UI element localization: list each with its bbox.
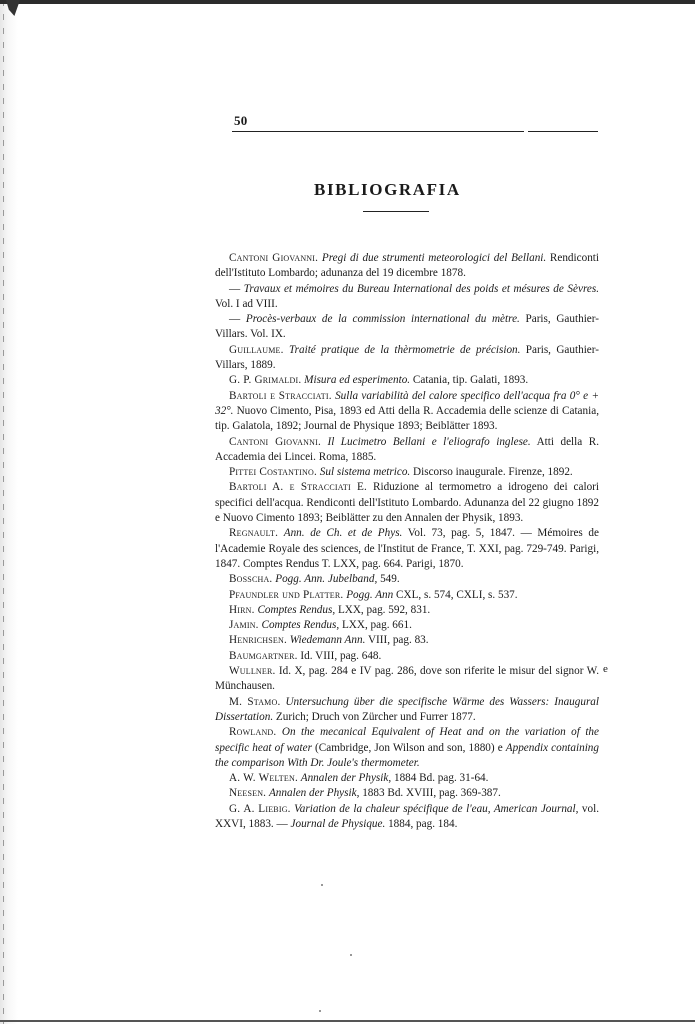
entry-work: Procès-verbaux de la commission international du mètre.	[245, 313, 520, 326]
bibliography-entry	[215, 649, 599, 664]
entry-details: Vol. I ad VIII.	[215, 297, 278, 310]
bibliography-entry	[215, 480, 599, 526]
entry-author: Cantoni Giovanni.	[229, 435, 321, 448]
entry-details: Id. VIII, pag. 648.	[297, 649, 382, 662]
entry-details: Paris, Gauthier-Villars, 1889.	[215, 343, 599, 372]
entry-author: Hirn.	[229, 603, 255, 616]
entry-work: Annalen der Physik,	[268, 787, 360, 800]
bibliography-entry	[215, 282, 599, 313]
entry-details: Rendiconti dell'Istituto Lombardo; adunanza del 19 dicembre 1878.	[215, 252, 600, 280]
scan-top-border	[0, 0, 695, 4]
bibliography-entry	[215, 251, 599, 282]
entry-work: Pregi di due strumenti meteorologici del Bellani.	[321, 252, 547, 264]
entry-work: Traité pratique de la thèrmometrie de précision.	[289, 343, 521, 356]
bibliography-entry	[215, 465, 599, 480]
bibliography-entry	[215, 435, 599, 466]
entry-author: Bartoli A. e Stracciati E.	[229, 481, 368, 494]
entry-details: Paris, Gauthier-Villars. Vol. IX.	[215, 313, 599, 341]
bibliography-entry	[215, 802, 599, 833]
entry-prefix: —	[229, 282, 244, 295]
entry-details: CXL, s. 574, CXLI, s. 537.	[393, 588, 518, 601]
entry-prefix: —	[229, 313, 246, 326]
entry-author: Jamin.	[229, 619, 259, 632]
header-rule-short	[528, 131, 598, 132]
scan-bottom-border	[0, 1020, 695, 1022]
entry-author: Bosscha.	[229, 573, 273, 586]
entry-work-2: Appendix containing the comparison With Dr. Joule's thermometer.	[215, 741, 599, 769]
entry-author: Bartoli e Stracciati.	[229, 389, 332, 402]
header-rule	[232, 131, 524, 132]
entry-author: G. P. Grimaldi.	[229, 374, 302, 387]
entry-work: Misura ed esperimento.	[304, 374, 411, 387]
bibliography-entry	[215, 312, 599, 343]
entry-work: Untersuchung über die specifische Wärme des Wassers: Inaugural Dissertation.	[215, 695, 599, 723]
entry-details: 1883 Bd. XVIII, pag. 369-387.	[359, 787, 501, 800]
bibliography-entry	[215, 633, 599, 648]
entry-author: Cantoni Giovanni.	[229, 252, 319, 264]
entry-work: Variation de la chaleur spécifique de l'eau, American Journal,	[294, 802, 579, 815]
bibliography-entry	[215, 526, 599, 572]
entry-work: Ann. de Ch. et de Phys.	[283, 527, 403, 540]
entry-author: Henrichsen.	[229, 634, 287, 647]
entry-work: Comptes Rendus,	[261, 619, 340, 632]
entry-author: Pfaundler und Platter.	[229, 588, 344, 601]
entry-author: Baumgartner.	[229, 649, 298, 662]
entry-work: Travaux et mémoires du Bureau International des poids et mésures de Sèvres.	[243, 282, 600, 295]
entry-details: LXX, pag. 592, 831.	[335, 603, 431, 616]
bibliography-entry	[215, 725, 599, 771]
page-number: 50	[234, 113, 248, 128]
entry-details: 549.	[377, 573, 400, 586]
entry-details: Id. X, pag. 284 e IV pag. 286, dove son riferite le misur del signor W. Münchausen.	[215, 665, 599, 693]
bibliography-entry	[215, 603, 599, 618]
bibliography-entry	[215, 343, 599, 374]
bibliography-entry	[215, 389, 599, 435]
entry-work: On the mecanical Equivalent of Heat and on the variation of the specific heat of water	[215, 726, 599, 754]
scan-speck	[319, 1010, 321, 1012]
entry-work: Sul sistema metrico.	[319, 466, 411, 479]
entry-author: Neesen.	[229, 787, 267, 800]
entry-author: A. W. Welten.	[229, 772, 298, 785]
entry-author: M. Stamo.	[229, 695, 281, 708]
entry-details: Riduzione al termometro a idrogeno dei calori specifici dell'acqua. Rendiconti dell'Istituto Lombardo. Adunanza del 22 giugno 1892 e Nuovo Cimento 1893; Beiblätter zu den Annalen der Physik, 1893.	[215, 481, 599, 525]
entry-author: G. A. Liebig.	[229, 802, 291, 815]
entry-work: Sulla variabilità del calore specifico dell'acqua fra 0° e + 32°.	[215, 389, 600, 417]
entry-details: (Cambridge, Jon Wilson and son, 1880) e	[311, 741, 506, 754]
entry-work: Annalen der Physik,	[300, 772, 392, 785]
bibliography-entry	[215, 572, 599, 587]
bibliography-entry	[215, 786, 599, 801]
entry-author: Regnault.	[229, 527, 279, 540]
entry-details: VIII, pag. 83.	[365, 634, 429, 647]
entry-details: Atti della R. Accademia dei Lincei. Roma, 1885.	[215, 435, 600, 463]
scan-speck	[350, 954, 352, 956]
bibliography-entry	[215, 618, 599, 633]
title-rule	[363, 211, 429, 212]
entry-work: Wiedemann Ann.	[289, 634, 366, 647]
entry-details: 1884 Bd. pag. 31-64.	[391, 772, 489, 785]
bibliography-entry	[215, 588, 599, 603]
entry-work: Il Lucimetro Bellani e l'eliografo inglese.	[327, 435, 531, 448]
margin-mark: e	[603, 663, 608, 675]
entry-details: Discorso inaugurale. Firenze, 1892.	[410, 466, 573, 479]
bibliography-list	[215, 251, 599, 832]
entry-details: LXX, pag. 661.	[339, 619, 412, 632]
entry-work: Pogg. Ann	[346, 588, 394, 601]
bibliography-entry	[215, 771, 599, 786]
entry-details-2: 1884, pag. 184.	[385, 817, 458, 830]
entry-author: Wullner.	[229, 665, 276, 678]
bibliography-entry	[215, 664, 599, 695]
entry-work: Pogg. Ann. Jubelband,	[275, 573, 378, 586]
entry-author: Rowland.	[229, 726, 277, 739]
entry-details: Zurich; Druch von Zürcher und Furrer 1877.	[273, 710, 476, 723]
scan-speck	[321, 884, 323, 886]
entry-work: Comptes Rendus,	[257, 603, 336, 616]
entry-work-2: Journal de Physique.	[290, 817, 386, 830]
scan-binding-line	[3, 0, 4, 1024]
entry-details: Catania, tip. Galati, 1893.	[410, 374, 529, 387]
entry-details: vol. XXVI, 1883. —	[215, 802, 600, 830]
entry-author: Pittei Costantino.	[229, 466, 317, 479]
entry-details: Nuovo Cimento, Pisa, 1893 ed Atti della R. Accademia delle scienze di Catania, tip. Galatola, 1892; Journal de Physique 1893; Beiblätter 1893.	[215, 404, 599, 433]
bibliography-entry	[215, 373, 599, 388]
entry-author: Guillaume.	[229, 343, 284, 356]
page-title: BIBLIOGRAFIA	[314, 180, 461, 199]
entry-details: Vol. 73, pag. 5, 1847. — Mémoires de l'Academie Royale des sciences, de l'Institut de France, T. XXI, pag. 729-749. Parigi, 1847. Comptes Rendus T. LXX, pag. 664. Parigi, 1870.	[215, 527, 599, 570]
bibliography-entry	[215, 695, 599, 726]
